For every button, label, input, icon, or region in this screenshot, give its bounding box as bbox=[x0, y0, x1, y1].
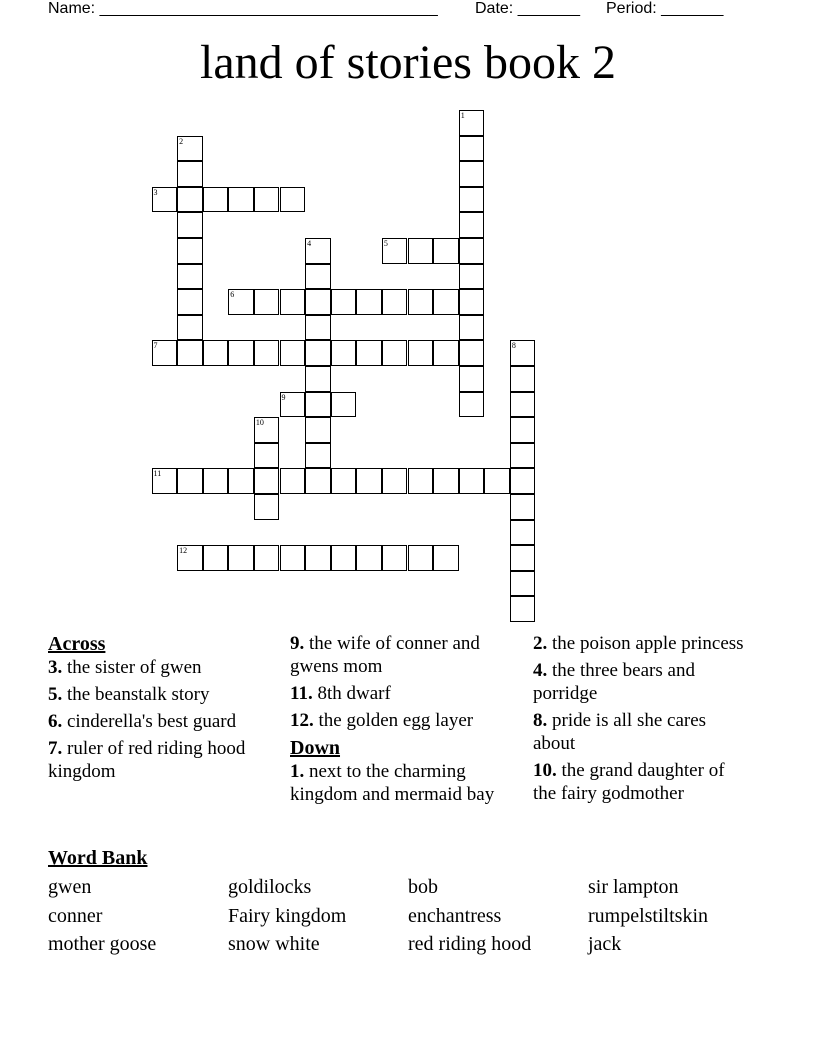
grid-cell[interactable] bbox=[305, 392, 331, 418]
grid-cell[interactable] bbox=[459, 366, 485, 392]
grid-cell[interactable] bbox=[433, 289, 459, 315]
grid-cell[interactable] bbox=[510, 545, 536, 571]
word-bank-item: bob bbox=[408, 876, 438, 898]
grid-cell[interactable] bbox=[203, 340, 229, 366]
grid-cell[interactable] bbox=[177, 264, 203, 290]
clue-across-6: 6. cinderella's best guard bbox=[48, 711, 237, 732]
grid-cell[interactable] bbox=[254, 187, 280, 213]
grid-cell[interactable] bbox=[382, 340, 408, 366]
clue-number: 3 bbox=[153, 187, 158, 197]
grid-cell[interactable] bbox=[356, 545, 382, 571]
grid-cell[interactable] bbox=[280, 289, 306, 315]
grid-cell[interactable] bbox=[459, 315, 485, 341]
clues-column-1 bbox=[48, 630, 258, 787]
grid-cell[interactable] bbox=[254, 289, 280, 315]
grid-cell[interactable] bbox=[228, 340, 254, 366]
grid-cell[interactable] bbox=[459, 161, 485, 187]
grid-cell[interactable] bbox=[459, 136, 485, 162]
clue-number: 1 bbox=[460, 111, 465, 120]
word-bank-title: Word Bank bbox=[48, 847, 148, 869]
grid-cell[interactable] bbox=[510, 443, 536, 469]
clue-across-5: 5. the beanstalk story bbox=[48, 684, 210, 705]
clue-number: 10 bbox=[255, 418, 264, 428]
word-bank-item: Fairy kingdom bbox=[228, 905, 347, 927]
grid-cell[interactable] bbox=[152, 468, 178, 494]
grid-cell[interactable] bbox=[356, 289, 382, 315]
grid-cell[interactable] bbox=[459, 212, 485, 238]
grid-cell[interactable] bbox=[177, 212, 203, 238]
grid-cell[interactable] bbox=[228, 289, 254, 315]
grid-cell[interactable] bbox=[331, 545, 357, 571]
grid-cell[interactable] bbox=[510, 392, 536, 418]
grid-cell[interactable] bbox=[305, 468, 331, 494]
clue-number: 11 bbox=[153, 469, 162, 479]
grid-cell[interactable] bbox=[254, 417, 280, 443]
grid-cell[interactable] bbox=[228, 187, 254, 213]
grid-cell[interactable] bbox=[305, 417, 331, 443]
clue-across-3: 3. the sister of gwen bbox=[48, 657, 202, 678]
grid-cell[interactable] bbox=[177, 468, 203, 494]
clue-down-2: 2. the poison apple princess bbox=[533, 633, 744, 654]
word-bank-item: goldilocks bbox=[228, 876, 312, 898]
clue-number: 12 bbox=[179, 546, 188, 556]
grid-cell[interactable] bbox=[177, 340, 203, 366]
date-field[interactable]: Date: _______ bbox=[475, 0, 580, 17]
grid-cell[interactable] bbox=[280, 392, 306, 418]
grid-cell[interactable] bbox=[305, 443, 331, 469]
grid-cell[interactable] bbox=[203, 545, 229, 571]
clue-number: 7 bbox=[153, 341, 158, 351]
clue-down-4: 4. the three bears and porridge bbox=[533, 660, 695, 704]
grid-cell[interactable] bbox=[305, 366, 331, 392]
word-bank-item: mother goose bbox=[48, 933, 157, 955]
grid-cell[interactable] bbox=[408, 238, 434, 264]
puzzle-title: land of stories book 2 bbox=[200, 36, 616, 89]
grid-cell[interactable] bbox=[408, 289, 434, 315]
grid-cell[interactable] bbox=[459, 468, 485, 494]
grid-cell[interactable] bbox=[459, 264, 485, 290]
grid-cell[interactable] bbox=[408, 340, 434, 366]
grid-cell[interactable] bbox=[382, 545, 408, 571]
grid-cell[interactable] bbox=[305, 315, 331, 341]
grid-cell[interactable] bbox=[459, 238, 485, 264]
word-bank-item: conner bbox=[48, 905, 103, 927]
clue-across-12: 12. the golden egg layer bbox=[290, 710, 474, 731]
grid-cell[interactable] bbox=[459, 187, 485, 213]
grid-cell[interactable] bbox=[280, 187, 306, 213]
grid-cell[interactable] bbox=[305, 264, 331, 290]
clue-down-10: 10. the grand daughter of the fairy godmother bbox=[533, 760, 725, 804]
grid-cell[interactable] bbox=[382, 289, 408, 315]
word-bank-item: snow white bbox=[228, 933, 320, 955]
grid-cell[interactable] bbox=[280, 545, 306, 571]
grid-cell[interactable] bbox=[177, 187, 203, 213]
clue-number: 9 bbox=[281, 392, 286, 402]
grid-cell[interactable] bbox=[510, 417, 536, 443]
across-heading: Across bbox=[48, 633, 106, 655]
word-bank-item: enchantress bbox=[408, 905, 502, 927]
grid-cell[interactable] bbox=[254, 468, 280, 494]
clue-number: 2 bbox=[179, 136, 184, 146]
clue-number: 8 bbox=[511, 341, 516, 351]
grid-cell[interactable] bbox=[331, 289, 357, 315]
grid-cell[interactable] bbox=[433, 238, 459, 264]
grid-cell[interactable] bbox=[459, 340, 485, 366]
grid-cell[interactable] bbox=[305, 340, 331, 366]
grid-cell[interactable] bbox=[408, 468, 434, 494]
clue-down-1: 1. next to the charming kingdom and mermaid bay bbox=[290, 761, 495, 805]
grid-cell[interactable] bbox=[356, 340, 382, 366]
grid-cell[interactable] bbox=[177, 238, 203, 264]
grid-cell[interactable] bbox=[510, 340, 536, 366]
word-bank-item: gwen bbox=[48, 876, 92, 898]
grid-cell[interactable] bbox=[459, 289, 485, 315]
grid-cell[interactable] bbox=[305, 289, 331, 315]
grid-cell[interactable] bbox=[177, 289, 203, 315]
word-bank-item: rumpelstiltskin bbox=[588, 905, 708, 927]
grid-cell[interactable] bbox=[331, 468, 357, 494]
clues-column-2 bbox=[290, 632, 515, 810]
clue-number: 5 bbox=[383, 239, 388, 248]
grid-cell[interactable] bbox=[305, 545, 331, 571]
grid-cell[interactable] bbox=[459, 392, 485, 418]
grid-cell[interactable] bbox=[203, 468, 229, 494]
grid-cell[interactable] bbox=[254, 443, 280, 469]
clue-number: 4 bbox=[307, 239, 312, 248]
grid-cell[interactable] bbox=[433, 340, 459, 366]
grid-cell[interactable] bbox=[356, 468, 382, 494]
grid-cell[interactable] bbox=[177, 545, 203, 571]
down-heading: Down bbox=[290, 737, 341, 759]
grid-cell[interactable] bbox=[433, 468, 459, 494]
grid-cell[interactable] bbox=[228, 468, 254, 494]
clue-across-9: 9. the wife of conner and gwens mom bbox=[290, 633, 480, 677]
grid-cell[interactable] bbox=[177, 315, 203, 341]
word-bank-item: red riding hood bbox=[408, 933, 532, 955]
grid-cell[interactable] bbox=[331, 392, 357, 418]
grid-cell[interactable] bbox=[459, 110, 485, 136]
grid-cell[interactable] bbox=[433, 545, 459, 571]
grid-cell[interactable] bbox=[510, 596, 536, 622]
grid-cell[interactable] bbox=[510, 366, 536, 392]
grid-cell[interactable] bbox=[152, 340, 178, 366]
grid-cell[interactable] bbox=[510, 571, 536, 597]
grid-cell[interactable] bbox=[228, 545, 254, 571]
grid-cell[interactable] bbox=[305, 238, 331, 264]
grid-cell[interactable] bbox=[254, 340, 280, 366]
grid-cell[interactable] bbox=[280, 468, 306, 494]
grid-cell[interactable] bbox=[254, 545, 280, 571]
grid-cell[interactable] bbox=[254, 494, 280, 520]
grid-cell[interactable] bbox=[280, 340, 306, 366]
clue-across-11: 11. 8th dwarf bbox=[290, 683, 391, 704]
word-bank-item: sir lampton bbox=[588, 876, 679, 898]
clue-number: 6 bbox=[230, 290, 235, 300]
period-field[interactable]: Period: _______ bbox=[606, 0, 724, 17]
grid-cell[interactable] bbox=[510, 494, 536, 520]
grid-cell[interactable] bbox=[382, 468, 408, 494]
name-field[interactable]: Name: ______________________________________ bbox=[48, 0, 438, 17]
grid-cell[interactable] bbox=[177, 136, 203, 162]
clues-column-3 bbox=[533, 632, 748, 809]
clue-across-7: 7. ruler of red riding hood kingdom bbox=[48, 738, 246, 782]
grid-cell[interactable] bbox=[484, 468, 510, 494]
clue-down-8: 8. pride is all she cares about bbox=[533, 710, 707, 754]
grid-cell[interactable] bbox=[152, 187, 178, 213]
grid-cell[interactable] bbox=[510, 468, 536, 494]
grid-cell[interactable] bbox=[203, 187, 229, 213]
grid-cell[interactable] bbox=[382, 238, 408, 264]
word-bank-item: jack bbox=[588, 933, 622, 955]
grid-cell[interactable] bbox=[331, 340, 357, 366]
grid-cell[interactable] bbox=[177, 161, 203, 187]
grid-cell[interactable] bbox=[510, 520, 536, 546]
grid-cell[interactable] bbox=[408, 545, 434, 571]
